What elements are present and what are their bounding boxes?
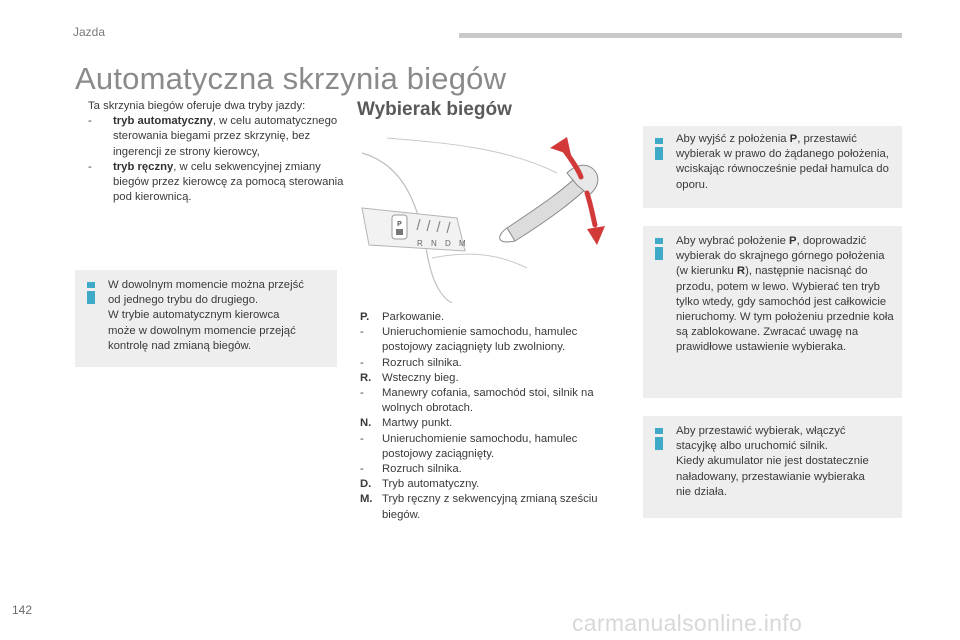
legend-text: Wsteczny bieg.: [382, 371, 459, 384]
note-body: [676, 424, 894, 500]
legend-dash: -: [360, 463, 364, 476]
note-line: nie działa.: [676, 485, 727, 498]
legend-text: Rozruch silnika.: [382, 356, 462, 369]
note-body: [676, 234, 894, 356]
legend-text: Unieruchomienie samochodu, hamulec postojowy zaciągnięty.: [382, 432, 578, 460]
legend-row: [357, 356, 627, 371]
legend-row: [357, 416, 627, 431]
legend-text: Manewry cofania, samochód stoi, silnik na wolnych obrotach.: [382, 387, 594, 415]
note-text: Aby wybrać położenie: [676, 235, 790, 247]
info-icon: [655, 238, 663, 260]
legend-text: Martwy punkt.: [382, 417, 453, 430]
intro-item: [88, 114, 348, 160]
note-body: [108, 278, 329, 354]
note-bold: P: [789, 133, 798, 145]
note-line: W dowolnym momencie można przejść: [108, 279, 304, 291]
intro-lead: Ta skrzynia biegów oferuje dwa tryby jazdy:: [88, 100, 306, 112]
info-note-select-park: [643, 226, 902, 398]
intro-item-text: , w celu sekwencyjnej zmiany biegów przez kierowcę za pomocą sterowania pod kierownicą.: [113, 160, 344, 204]
info-note-modes: [75, 270, 337, 367]
intro-item-text: , w celu automatycznego sterowania biegami przez skrzynię, bez ingerencji ze strony kierowcy,: [113, 115, 338, 158]
header-divider: [459, 33, 902, 38]
legend-row: [357, 325, 627, 355]
note-text: ), następnie nacisnąć do przodu, potem w lewo. Wybierać ten tryb tylko wtedy, gdy samochód jest całkowicie nieruchomy. W tym położeniu przednie koła są zablokowane. Zwracać uwagę na prawidłowe ustawienie wybieraka.: [676, 265, 894, 354]
park-label: P: [397, 221, 402, 228]
legend-dash: -: [360, 326, 364, 339]
selector-heading: Wybierak biegów: [357, 99, 512, 120]
info-icon: [87, 282, 95, 304]
info-note-ignition: [643, 416, 902, 518]
note-bold: P: [789, 235, 797, 247]
note-line: może w dowolnym momencie przejąć: [108, 324, 296, 337]
gear-legend: [357, 310, 627, 523]
legend-text: Unieruchomienie samochodu, hamulec postojowy zaciągnięty lub zwolniony.: [382, 326, 578, 354]
legend-dash: -: [360, 432, 364, 445]
intro-item-bold: tryb ręczny: [113, 160, 174, 173]
gear-positions-label: R N D M: [417, 239, 469, 248]
legend-dash: -: [360, 387, 364, 400]
arrow-up-icon: [550, 137, 571, 155]
page-number: 142: [12, 603, 33, 617]
legend-key: M.: [360, 493, 373, 506]
legend-row: [357, 492, 627, 522]
note-text: Aby wyjść z położenia: [676, 133, 790, 145]
note-line: od jednego trybu do drugiego.: [108, 294, 259, 307]
legend-row: [357, 477, 627, 492]
legend-text: Tryb ręczny z sekwencyjną zmianą sześciu biegów.: [382, 493, 598, 521]
gear-selector-illustration: [357, 133, 622, 303]
legend-key: R.: [360, 371, 372, 384]
legend-key: N.: [360, 417, 372, 430]
note-line: W trybie automatycznym kierowca: [108, 309, 280, 322]
note-body: [676, 132, 894, 193]
note-line: Kiedy akumulator nie jest dostatecznie: [676, 455, 869, 468]
section-header: Jazda: [73, 25, 106, 39]
info-note-leave-park: [643, 126, 902, 208]
legend-text: Rozruch silnika.: [382, 463, 462, 476]
page-title: Automatyczna skrzynia biegów: [75, 61, 507, 96]
legend-row: [357, 371, 627, 386]
note-bold: R: [736, 265, 746, 278]
watermark: carmanualsonline.info: [572, 610, 803, 636]
legend-row: [357, 386, 627, 416]
intro-block: [88, 99, 348, 205]
legend-text: Tryb automatyczny.: [382, 478, 480, 491]
note-line: Aby przestawić wybierak, włączyć: [676, 425, 846, 437]
note-line: naładowany, przestawianie wybieraka: [676, 470, 865, 483]
legend-key: D.: [360, 478, 372, 491]
legend-row: [357, 310, 627, 325]
note-line: kontrolę nad zmianą biegów.: [108, 339, 252, 352]
legend-row: [357, 462, 627, 477]
legend-row: [357, 432, 627, 462]
arrow-down-icon: [587, 226, 605, 245]
note-text: , doprowadzić wybierak do skrajnego górnego położenia (w kierunku: [676, 235, 885, 278]
note-text: , przestawić wybierak w prawo do żądanego położenia, wciskając równocześnie pedał hamulca do oporu.: [676, 133, 889, 191]
intro-item-bold: tryb automatyczny: [113, 115, 213, 128]
info-icon: [655, 138, 663, 160]
bullet-dash: -: [88, 160, 92, 173]
legend-key: P.: [360, 311, 370, 323]
bullet-dash: -: [88, 115, 92, 128]
legend-dash: -: [360, 356, 364, 369]
intro-item: [88, 160, 348, 206]
legend-text: Parkowanie.: [382, 311, 445, 323]
note-line: stacyjkę albo uruchomić silnik.: [676, 440, 828, 453]
info-icon: [655, 428, 663, 450]
